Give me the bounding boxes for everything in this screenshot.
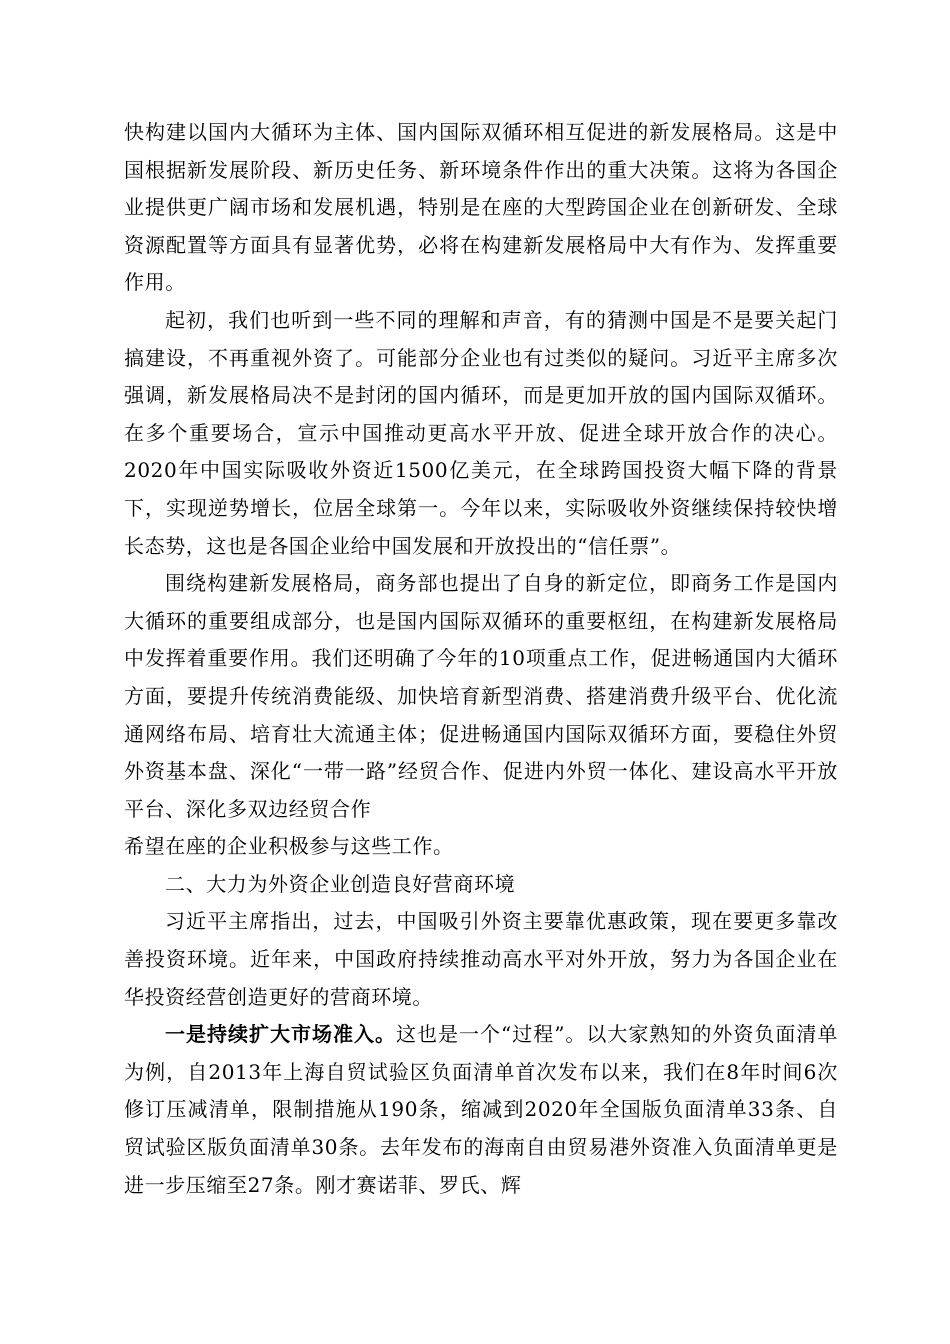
paragraph-continuation: 快构建以国内大循环为主体、国内国际双循环相互促进的新发展格局。这是中国根据新发展阶段、新历史任务、新环境条件作出的重大决策。这将为各国企业提供更广阔市场和发展机遇，特别是在座的大型跨国企业在创新研发、全球资源配置等方面具有显著优势，必将在构建新发展格局中大有作为、发挥重要作用。: [124, 120, 838, 295]
document-body: [124, 114, 838, 1204]
paragraph-investment-environment: 习近平主席指出，过去，中国吸引外资主要靠优惠政策，现在要更多靠改善投资环境。近年来，中国政府持续推动高水平对外开放，努力为各国企业在华投资经营创造更好的营商环境。: [124, 909, 838, 1009]
paragraph-commerce-positioning: 围绕构建新发展格局，商务部也提出了自身的新定位，即商务工作是国内大循环的重要组成部分，也是国内国际双循环的重要枢纽，在构建新发展格局中发挥着重要作用。我们还明确了今年的10项重点工作，促进畅通国内大循环方面，要提升传统消费能级、加快培育新型消费、搭建消费升级平台、优化流通网络布局、培育壮大流通主体；促进畅通国内国际双循环方面，要稳住外贸外资基本盘、深化“一带一路”经贸合作、促进内外贸一体化、建设高水平开放平台、深化多双边经贸合作: [124, 571, 838, 821]
paragraph-participation-wish: 希望在座的企业积极参与这些工作。: [124, 834, 454, 859]
bold-lead-market-access: 一是持续扩大市场准入。: [165, 1022, 396, 1047]
paragraph-market-access-text: 这也是一个“过程”。以大家熟知的外资负面清单为例，自2013年上海自贸试验区负面清单首次发布以来，我们在8年时间6次修订压减清单，限制措施从190条，缩减到2020年全国版负面清单33条、自贸试验区版负面清单30条。去年发布的海南自由贸易港外资准入负面清单更是进一步压缩至27条。刚才赛诺菲、罗氏、辉: [124, 1022, 838, 1197]
paragraph-initial-doubts: 起初，我们也听到一些不同的理解和声音，有的猜测中国是不是要关起门搞建设，不再重视外资了。可能部分企业也有过类似的疑问。习近平主席多次强调，新发展格局决不是封闭的国内循环，而是更加开放的国内国际双循环。在多个重要场合，宣示中国推动更高水平开放、促进全球开放合作的决心。2020年中国实际吸收外资近1500亿美元，在全球跨国投资大幅下降的背景下，实现逆势增长，位居全球第一。今年以来，实际吸收外资继续保持较快增长态势，这也是各国企业给中国发展和开放投出的“信任票”。: [124, 307, 838, 558]
paragraph-market-access: [124, 1016, 838, 1204]
section-heading-business-environment: 二、大力为外资企业创造良好营商环境: [165, 871, 516, 896]
